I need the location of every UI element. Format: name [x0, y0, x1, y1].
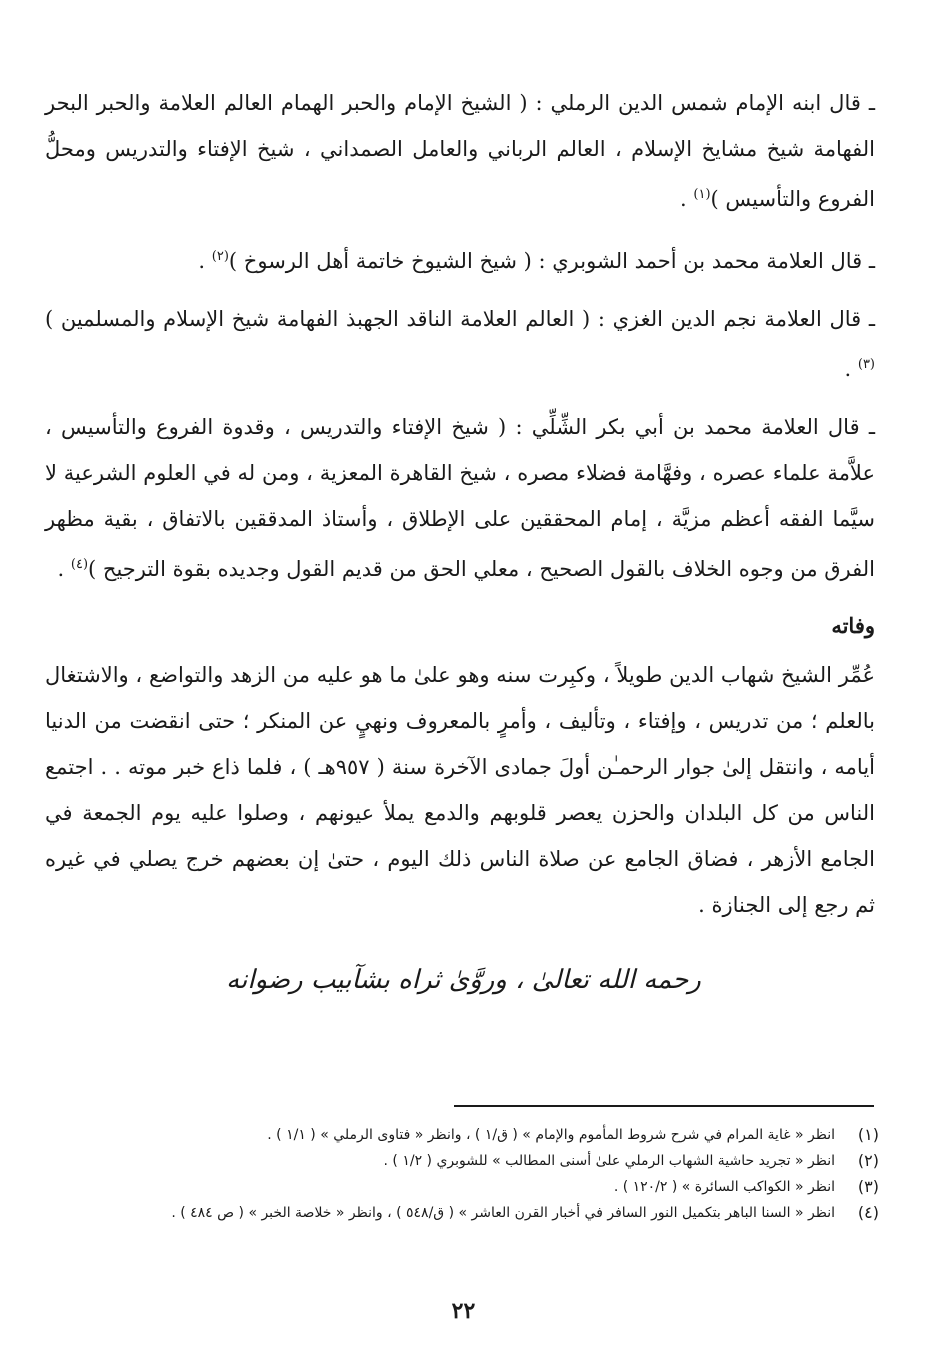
- footnote-item: [39, 1122, 879, 1148]
- footnote-text: انظر « غاية المرام في شرح شروط المأموم والإمام » ( ق/١ ) ، وانظر « فتاوى الرملي » ( ١/١ ) .: [267, 1127, 835, 1143]
- footnote-text: انظر « تجريد حاشية الشهاب الرملي علىٰ أسنى المطالب » للشوبري ( ١/٢ ) .: [383, 1153, 835, 1169]
- quote-text: ـ قال العلامة محمد بن أبي بكر الشِّلِّي : ( شيخ الإفتاء والتدريس ، وقدوة الفروع والتأسيس ، علاَّمة علماء عصره ، وفهَّامة فضلاء مصره ، شيخ القاهرة المعزية ، ومن له في العلوم الشرعية لا سيَّما الفقه أعظم مزيَّة ، إمام المحققين على الإطلاق ، وأستاذ المدققين بالاتفاق ، بقية مظهر الفرق من وجوه الخلاف بالقول الصحيح ، معلي الحق من قديم القول وجديده بقوة الترجيح ): [45, 415, 875, 581]
- punctuation: .: [844, 357, 858, 381]
- footnote-number: (١): [857, 1125, 879, 1144]
- quote-paragraph: [45, 80, 875, 222]
- death-paragraph: عُمِّر الشيخ شهاب الدين طويلاً ، وكبِرت سنه وهو علىٰ ما هو عليه من الزهد والتواضع ، والاشتغال بالعلم ؛ من تدريس ، وإفتاء ، وتأليف ، وأمرٍ بالمعروف ونهيٍ عن المنكر ؛ حتى انقضت من الدنيا أيامه ، وانتقل إلىٰ جوار الرحمـٰن أولَ جمادى الآخرة سنة ( ٩٥٧هـ ) ، فلما ذاع خبر موته . . اجتمع الناس من كل البلدان والحزن يعصر قلوبهم والدمع يملأ عيونهم ، وصلوا عليه يوم الجمعة في الجامع الأزهر ، فضاق الجامع عن صلاة الناس ذلك اليوم ، حتىٰ إن بعضهم خرج يصلي في غيره ثم رجع إلى الجنازة .: [45, 663, 875, 917]
- footnote-item: [39, 1174, 879, 1200]
- quote-text: ـ قال العلامة محمد بن أحمد الشوبري : ( شيخ الشيوخ خاتمة أهل الرسوخ ): [228, 249, 875, 273]
- quote-text: ـ قال العلامة نجم الدين الغزي : ( العالم العلامة الناقد الجهبذ الفهامة شيخ الإسلام والمسلمين ): [45, 307, 875, 331]
- footnote-divider: [454, 1105, 874, 1107]
- footnote-item: [39, 1148, 879, 1174]
- footnote-text: انظر « السنا الباهر بتكميل النور السافر في أخبار القرن العاشر » ( ق/٥٤٨ ) ، وانظر « خلاصة الخبر » ( ص ٤٨٤ ) .: [171, 1205, 835, 1221]
- calligraphy-doxology: رحمه الله تعالىٰ ، وروَّىٰ ثراه بشآبيب رضوانه: [226, 965, 701, 995]
- footnote-number: (٢): [857, 1151, 879, 1170]
- quote-paragraph: [45, 404, 875, 592]
- footnote-text: انظر « الكواكب السائرة » ( ١٢٠/٢ ) .: [613, 1179, 835, 1195]
- section-heading: وفاته: [831, 613, 875, 638]
- footnote-ref: (١): [693, 187, 711, 202]
- punctuation: .: [57, 557, 71, 581]
- main-text: [45, 80, 875, 940]
- footnote-ref: (٤): [70, 557, 89, 572]
- page-number: ٢٢: [451, 1298, 476, 1324]
- punctuation: .: [198, 249, 212, 273]
- quote-paragraph: [45, 234, 875, 284]
- footnotes: [39, 1122, 879, 1226]
- footnote-item: [39, 1200, 879, 1226]
- footnote-ref: (٣): [857, 357, 875, 372]
- footnote-number: (٣): [857, 1177, 879, 1196]
- quote-text: ـ قال ابنه الإمام شمس الدين الرملي : ( الشيخ الإمام والحبر الهمام العالم العلامة والحبر البحر الفهامة شيخ مشايخ الإسلام ، العالم الرباني والعامل الصمداني ، شيخ الإفتاء والتدريس ومحلُّ الفروع والتأسيس ): [45, 91, 875, 211]
- punctuation: .: [680, 187, 694, 211]
- footnote-ref: (٢): [211, 249, 229, 264]
- footnote-number: (٤): [857, 1203, 879, 1222]
- quote-paragraph: [45, 296, 875, 392]
